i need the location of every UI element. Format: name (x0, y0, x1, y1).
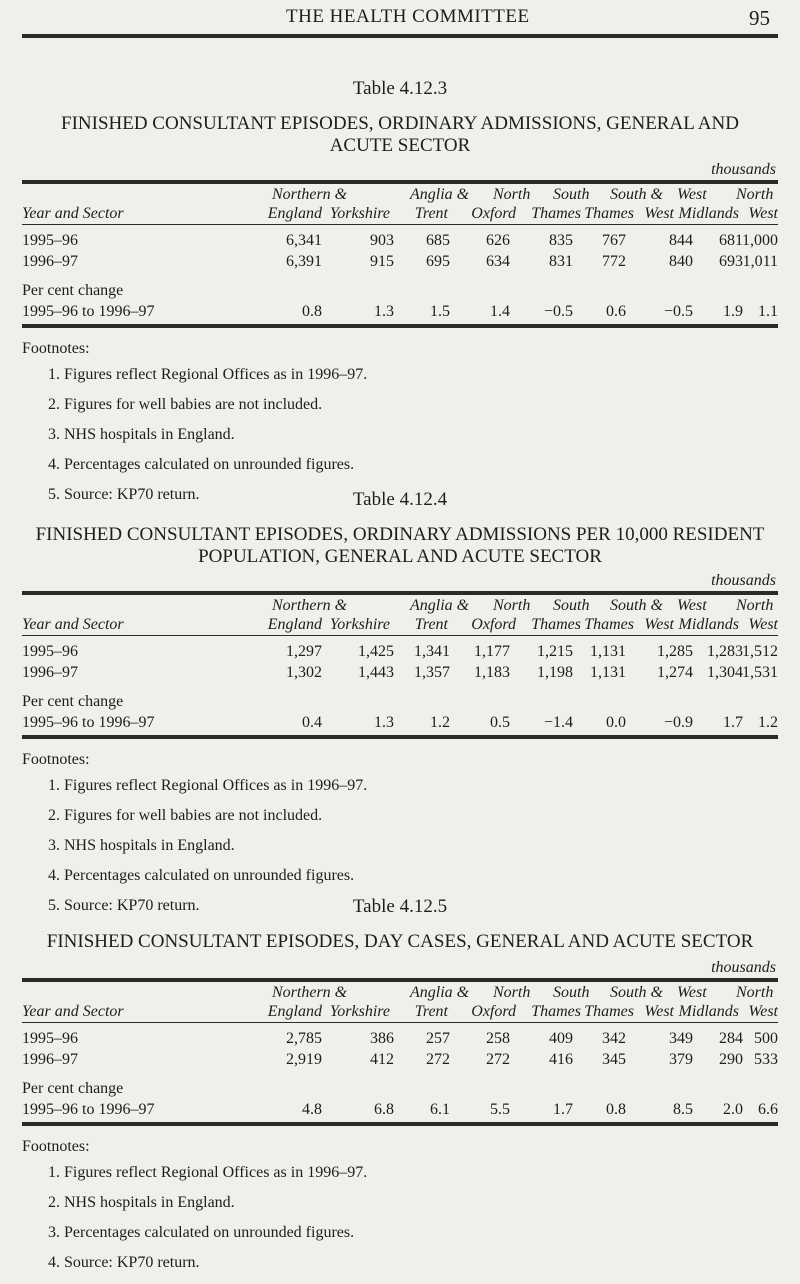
table-cell: 1,285 (657, 643, 693, 660)
table-cell: 342 (602, 1030, 626, 1047)
column-header-bottom: Thames (531, 1003, 581, 1020)
change-row (22, 713, 778, 734)
table-cell: 844 (669, 232, 693, 249)
column-header-top: West (677, 984, 707, 1001)
change-cell: 5.5 (490, 1101, 510, 1118)
column-header-top: West (677, 597, 707, 614)
table-cell: 1,274 (657, 664, 693, 681)
change-row (22, 302, 778, 323)
change-cell: 1.2 (758, 714, 778, 731)
spacer (22, 273, 778, 281)
table-cell: 1,425 (358, 643, 394, 660)
footnote-item: 1. Figures reflect Regional Offices as in 1996–97. (64, 366, 778, 384)
page-number: 95 (749, 6, 770, 30)
table-cell: 258 (486, 1030, 510, 1047)
table-section (22, 896, 778, 1284)
column-header-top: North (736, 984, 774, 1001)
change-heading-row (22, 692, 778, 713)
row-label: 1995–96 (22, 1030, 78, 1047)
footnote-item: 1. Figures reflect Regional Offices as in 1996–97. (64, 777, 778, 795)
column-header-bottom: Thames (584, 1003, 634, 1020)
change-cell: 6.1 (430, 1101, 450, 1118)
column-header-top: Northern & (272, 186, 348, 203)
table-cell: 693 (719, 253, 743, 270)
column-header-top: North (736, 597, 774, 614)
table-title: FINISHED CONSULTANT EPISODES, DAY CASES, GENERAL AND ACUTE SECTOR (46, 931, 754, 952)
change-cell: −1.4 (543, 714, 573, 731)
spacer (22, 684, 778, 692)
column-header-bottom: Midlands (678, 205, 739, 222)
column-header-top: North (493, 186, 531, 203)
table-row (22, 663, 778, 684)
column-header-bottom: Oxford (471, 205, 516, 222)
column-header-top: South & (610, 597, 663, 614)
change-cell: 8.5 (673, 1101, 693, 1118)
table-cell: 290 (719, 1051, 743, 1068)
column-header-bottom: Thames (584, 616, 634, 633)
table-cell: 1,297 (286, 643, 322, 660)
footnote-item: 3. NHS hospitals in England. (64, 426, 778, 444)
table-row (22, 1029, 778, 1050)
column-header (22, 595, 778, 635)
column-header-bottom: West (748, 616, 778, 633)
unit-label: thousands (711, 161, 776, 178)
table-section (22, 489, 778, 927)
change-row-label: 1995–96 to 1996–97 (22, 1101, 155, 1118)
spacer (22, 1071, 778, 1079)
change-cell: 1.9 (723, 303, 743, 320)
running-header-title: THE HEALTH COMMITTEE (286, 6, 530, 27)
column-header-bottom: West (748, 1003, 778, 1020)
table-cell: 1,131 (590, 643, 626, 660)
table-cell: 349 (669, 1030, 693, 1047)
table-cell: 1,198 (537, 664, 573, 681)
table-cell: 1,304 (707, 664, 743, 681)
footnote-item: 3. Percentages calculated on unrounded figures. (64, 1224, 778, 1242)
table-cell: 1,215 (537, 643, 573, 660)
table-cell: 840 (669, 253, 693, 270)
change-cell: −0.5 (543, 303, 573, 320)
footnotes-heading: Footnotes: (22, 340, 90, 357)
table-cell: 772 (602, 253, 626, 270)
column-header-bottom: West (644, 616, 674, 633)
footnote-item: 5. Source: KP70 return. (64, 897, 778, 915)
change-cell: 1.4 (490, 303, 510, 320)
change-cell: 1.5 (430, 303, 450, 320)
column-header-bottom: England (267, 1003, 322, 1020)
column-header-bottom: Midlands (678, 1003, 739, 1020)
footnote-item: 1. Figures reflect Regional Offices as in 1996–97. (64, 1164, 778, 1182)
table-cell: 1,177 (474, 643, 510, 660)
change-cell: 1.3 (374, 714, 394, 731)
table-cell: 409 (549, 1030, 573, 1047)
table-cell: 416 (549, 1051, 573, 1068)
table-cell: 533 (754, 1051, 778, 1068)
change-cell: 0.8 (302, 303, 322, 320)
table-cell: 284 (719, 1030, 743, 1047)
change-heading: Per cent change (22, 693, 124, 710)
table-cell: 1,531 (742, 664, 778, 681)
change-cell: 6.8 (374, 1101, 394, 1118)
unit-label: thousands (711, 572, 776, 589)
table-cell: 835 (549, 232, 573, 249)
change-cell: 1.1 (758, 303, 778, 320)
footnote-item: 2. NHS hospitals in England. (64, 1194, 778, 1212)
column-header-bottom: Yorkshire (329, 1003, 390, 1020)
change-row-label: 1995–96 to 1996–97 (22, 714, 155, 731)
column-header-top: Anglia & (410, 984, 470, 1001)
column-header-top: North (736, 186, 774, 203)
column-header-top: South (553, 597, 590, 614)
change-cell: 1.2 (430, 714, 450, 731)
table-cell: 634 (486, 253, 510, 270)
column-header-bottom: West (644, 1003, 674, 1020)
table-cell: 2,785 (286, 1030, 322, 1047)
table-title: FINISHED CONSULTANT EPISODES, ORDINARY ADMISSIONS PER 10,000 RESIDENT POPULATION, GENERAL AND ACUTE SECTOR (35, 524, 765, 567)
table-cell: 1,131 (590, 664, 626, 681)
change-cell: −0.5 (663, 303, 693, 320)
header-rule (22, 34, 778, 38)
table-cell: 1,357 (414, 664, 450, 681)
table-row (22, 642, 778, 663)
change-cell: 1.7 (553, 1101, 573, 1118)
row-label: 1995–96 (22, 643, 78, 660)
row-label: 1995–96 (22, 232, 78, 249)
footnote-list (22, 366, 778, 504)
table-cell: 1,302 (286, 664, 322, 681)
column-header-bottom: England (267, 616, 322, 633)
column-header-top: South (553, 186, 590, 203)
table-title: FINISHED CONSULTANT EPISODES, ORDINARY ADMISSIONS, GENERAL AND ACUTE SECTOR (61, 113, 739, 156)
footnotes-heading: Footnotes: (22, 751, 90, 768)
column-header-bottom: Trent (414, 1003, 448, 1020)
column-header-top: North (493, 984, 531, 1001)
column-header-bottom: West (748, 205, 778, 222)
table-cell: 1,283 (707, 643, 743, 660)
column-header-bottom: Midlands (678, 616, 739, 633)
table-bottom-rule (22, 735, 778, 739)
row-label: 1996–97 (22, 253, 78, 270)
table-cell: 1,011 (742, 253, 778, 270)
table-cell: 831 (549, 253, 573, 270)
footnotes (22, 340, 778, 504)
column-header-bottom: Oxford (471, 616, 516, 633)
column-header-bottom: Yorkshire (329, 205, 390, 222)
table-cell: 500 (754, 1030, 778, 1047)
change-cell: 1.7 (723, 714, 743, 731)
column-header-bottom: Yorkshire (329, 616, 390, 633)
change-row (22, 1100, 778, 1121)
table-cell: 6,391 (286, 253, 322, 270)
column-header-top: West (677, 186, 707, 203)
footnotes-heading: Footnotes: (22, 1138, 90, 1155)
column-header-bottom: Oxford (471, 1003, 516, 1020)
table-number: Table 4.12.3 (352, 78, 448, 99)
row-label: 1996–97 (22, 664, 78, 681)
table-cell: 2,919 (286, 1051, 322, 1068)
column-header-bottom: Trent (414, 205, 448, 222)
column-header-top: South & (610, 186, 663, 203)
column-header (22, 982, 778, 1022)
footnote-item: 2. Figures for well babies are not included. (64, 807, 778, 825)
table-bottom-rule (22, 324, 778, 328)
change-row-label: 1995–96 to 1996–97 (22, 303, 155, 320)
table-row (22, 252, 778, 273)
footnote-item: 4. Percentages calculated on unrounded figures. (64, 867, 778, 885)
table-cell: 626 (486, 232, 510, 249)
table-cell: 1,443 (358, 664, 394, 681)
table-cell: 272 (486, 1051, 510, 1068)
change-heading-row (22, 1079, 778, 1100)
row-header-label: Year and Sector (22, 205, 124, 222)
change-cell: 0.4 (302, 714, 322, 731)
column-header-top: South & (610, 984, 663, 1001)
change-cell: 0.8 (606, 1101, 626, 1118)
table-cell: 1,512 (742, 643, 778, 660)
table-cell: 345 (602, 1051, 626, 1068)
footnote-item: 3. NHS hospitals in England. (64, 837, 778, 855)
table-cell: 767 (602, 232, 626, 249)
column-header-bottom: Thames (584, 205, 634, 222)
column-header-top: Northern & (272, 984, 348, 1001)
table-cell: 272 (426, 1051, 450, 1068)
column-header (22, 184, 778, 224)
table-cell: 681 (719, 232, 743, 249)
table-cell: 915 (370, 253, 394, 270)
change-cell: 2.0 (723, 1101, 743, 1118)
table-row (22, 1050, 778, 1071)
footnote-list (22, 1164, 778, 1272)
change-cell: 0.6 (606, 303, 626, 320)
change-heading: Per cent change (22, 282, 124, 299)
table-cell: 257 (426, 1030, 450, 1047)
footnote-list (22, 777, 778, 915)
footnotes (22, 751, 778, 915)
change-cell: 4.8 (302, 1101, 322, 1118)
unit-label: thousands (711, 959, 776, 976)
change-cell: 0.5 (490, 714, 510, 731)
table-section (22, 78, 778, 516)
table-number: Table 4.12.5 (352, 896, 448, 917)
column-header-bottom: Trent (414, 616, 448, 633)
change-heading: Per cent change (22, 1080, 124, 1097)
table-cell: 412 (370, 1051, 394, 1068)
table-cell: 1,341 (414, 643, 450, 660)
table-cell: 6,341 (286, 232, 322, 249)
footnote-item: 2. Figures for well babies are not included. (64, 396, 778, 414)
table-number: Table 4.12.4 (352, 489, 448, 510)
table-bottom-rule (22, 1122, 778, 1126)
table-cell: 386 (370, 1030, 394, 1047)
column-header-bottom: Thames (531, 205, 581, 222)
change-cell: 6.6 (758, 1101, 778, 1118)
column-header-top: Anglia & (410, 186, 470, 203)
row-header-label: Year and Sector (22, 1003, 124, 1020)
column-header-top: Anglia & (410, 597, 470, 614)
row-header-label: Year and Sector (22, 616, 124, 633)
column-header-bottom: Thames (531, 616, 581, 633)
table-cell: 685 (426, 232, 450, 249)
running-header (0, 6, 800, 34)
column-header-top: Northern & (272, 597, 348, 614)
table-cell: 695 (426, 253, 450, 270)
footnote-item: 5. Source: KP70 return. (64, 486, 778, 504)
table-cell: 1,000 (742, 232, 778, 249)
table-row (22, 231, 778, 252)
table-cell: 379 (669, 1051, 693, 1068)
change-heading-row (22, 281, 778, 302)
column-header-top: South (553, 984, 590, 1001)
footnote-item: 4. Percentages calculated on unrounded figures. (64, 456, 778, 474)
footnotes (22, 1138, 778, 1272)
row-label: 1996–97 (22, 1051, 78, 1068)
footnote-item: 4. Source: KP70 return. (64, 1254, 778, 1272)
change-cell: 0.0 (606, 714, 626, 731)
table-cell: 903 (370, 232, 394, 249)
table-cell: 1,183 (474, 664, 510, 681)
column-header-top: North (493, 597, 531, 614)
column-header-bottom: West (644, 205, 674, 222)
column-header-bottom: England (267, 205, 322, 222)
change-cell: 1.3 (374, 303, 394, 320)
change-cell: −0.9 (663, 714, 693, 731)
